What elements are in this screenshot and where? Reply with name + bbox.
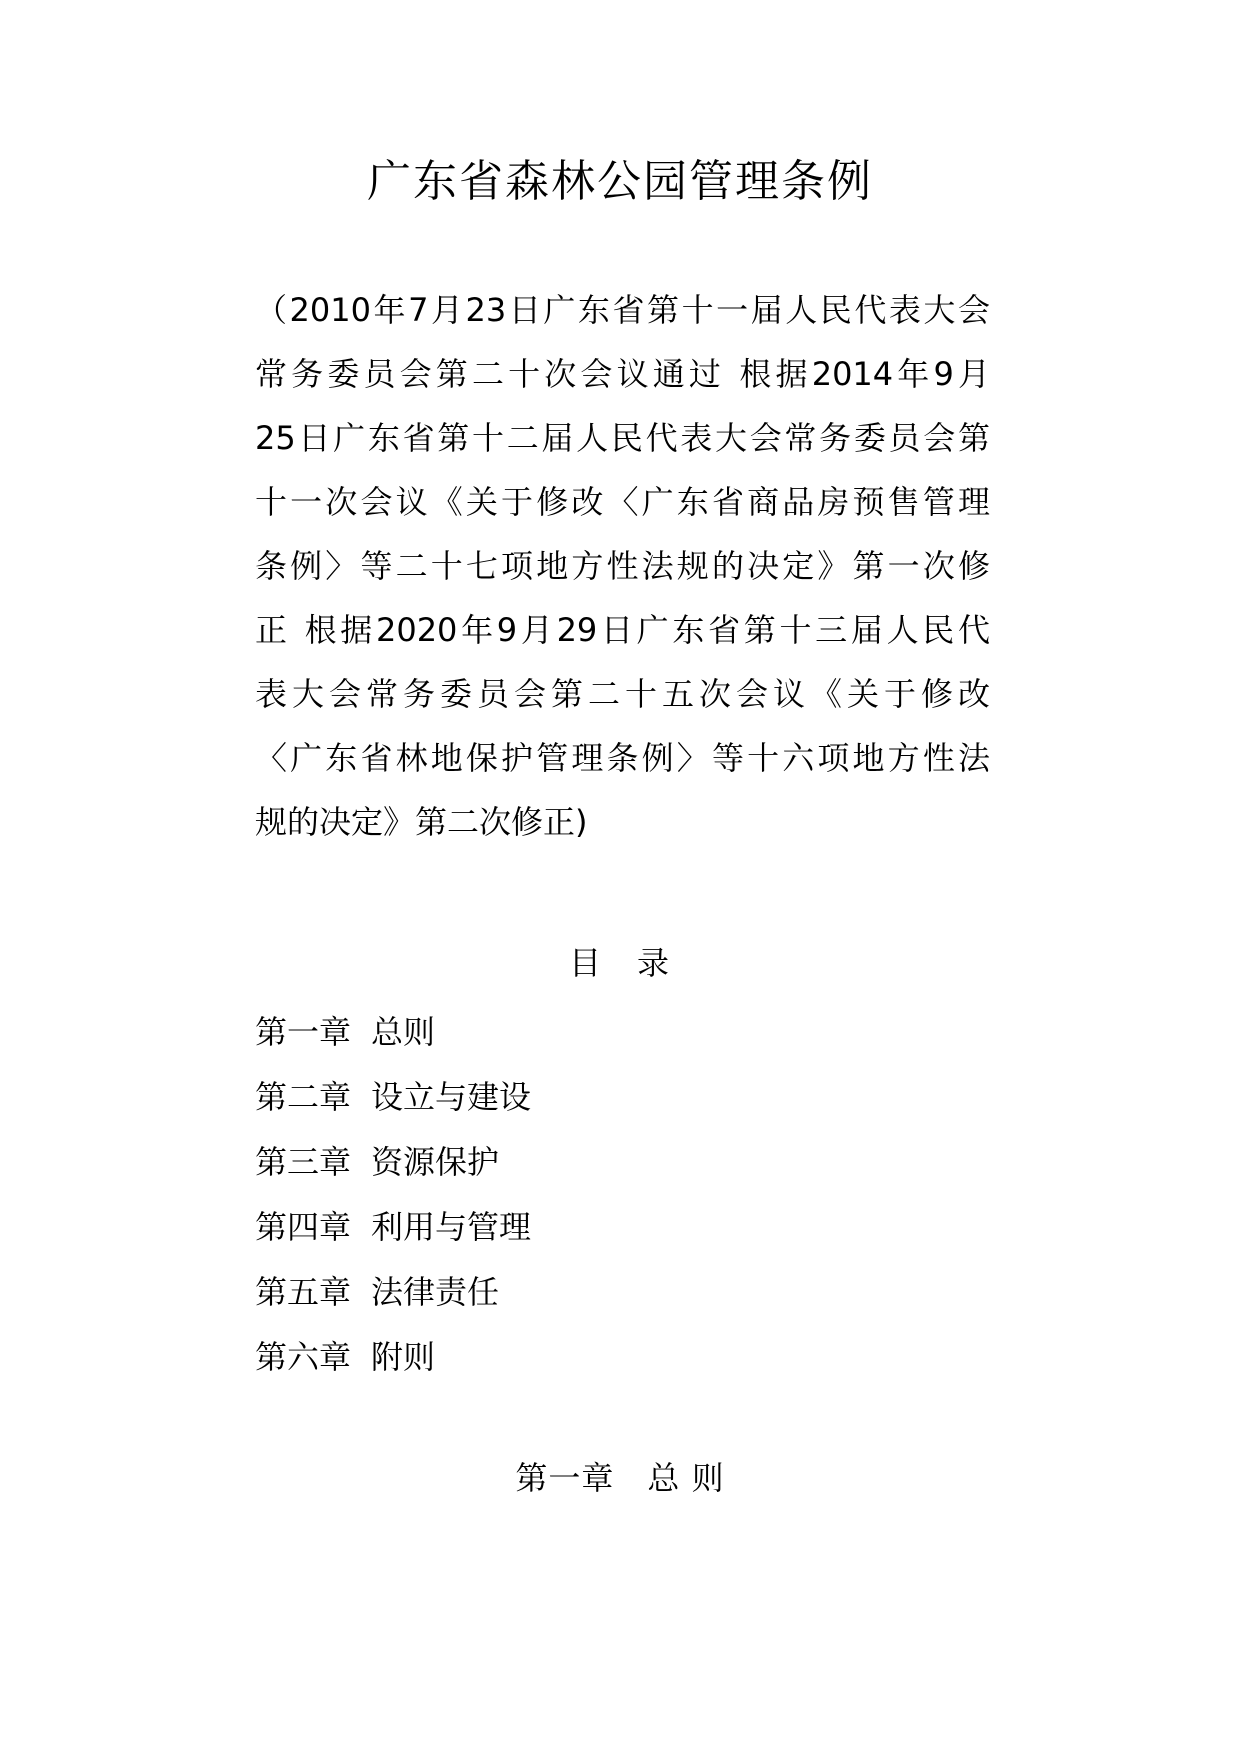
history-line: 十一次会议《关于修改〈广东省商品房预售管理 — [255, 483, 990, 521]
toc-item — [255, 1325, 990, 1390]
toc-chapter-name: 设立与建设 — [371, 1078, 532, 1116]
history-line: 25日广东省第十二届人民代表大会常务委员会第 — [255, 419, 990, 457]
table-of-contents — [255, 1000, 990, 1390]
toc-chapter-name: 附则 — [371, 1338, 436, 1376]
legislative-history — [255, 278, 990, 854]
history-line: 常务委员会第二十次会议通过 根据2014年9月 — [255, 355, 990, 393]
toc-chapter-number: 第五章 — [255, 1273, 352, 1311]
toc-chapter-name: 资源保护 — [371, 1143, 500, 1181]
history-line: 条例〉等二十七项地方性法规的决定》第一次修 — [255, 547, 990, 585]
chapter-heading: 第一章 总 则 — [515, 1459, 725, 1497]
toc-chapter-name: 利用与管理 — [371, 1208, 532, 1246]
history-line: 表大会常务委员会第二十五次会议《关于修改 — [255, 675, 990, 713]
history-line: 规的决定》第二次修正) — [255, 803, 588, 841]
document-title: 广东省森林公园管理条例 — [367, 156, 873, 207]
toc-item — [255, 1130, 990, 1195]
toc-chapter-number: 第二章 — [255, 1078, 352, 1116]
toc-chapter-number: 第三章 — [255, 1143, 352, 1181]
toc-chapter-number: 第六章 — [255, 1338, 352, 1376]
toc-item — [255, 1260, 990, 1325]
toc-chapter-name: 总则 — [371, 1013, 436, 1051]
toc-item — [255, 1065, 990, 1130]
history-line: （2010年7月23日广东省第十一届人民代表大会 — [255, 291, 990, 329]
history-line: 正 根据2020年9月29日广东省第十三届人民代 — [255, 611, 990, 649]
toc-chapter-name: 法律责任 — [371, 1273, 500, 1311]
toc-chapter-number: 第一章 — [255, 1013, 352, 1051]
toc-chapter-number: 第四章 — [255, 1208, 352, 1246]
history-line: 〈广东省林地保护管理条例〉等十六项地方性法 — [255, 739, 990, 777]
toc-item — [255, 1195, 990, 1260]
toc-heading: 目 录 — [568, 944, 671, 982]
toc-item — [255, 1000, 990, 1065]
